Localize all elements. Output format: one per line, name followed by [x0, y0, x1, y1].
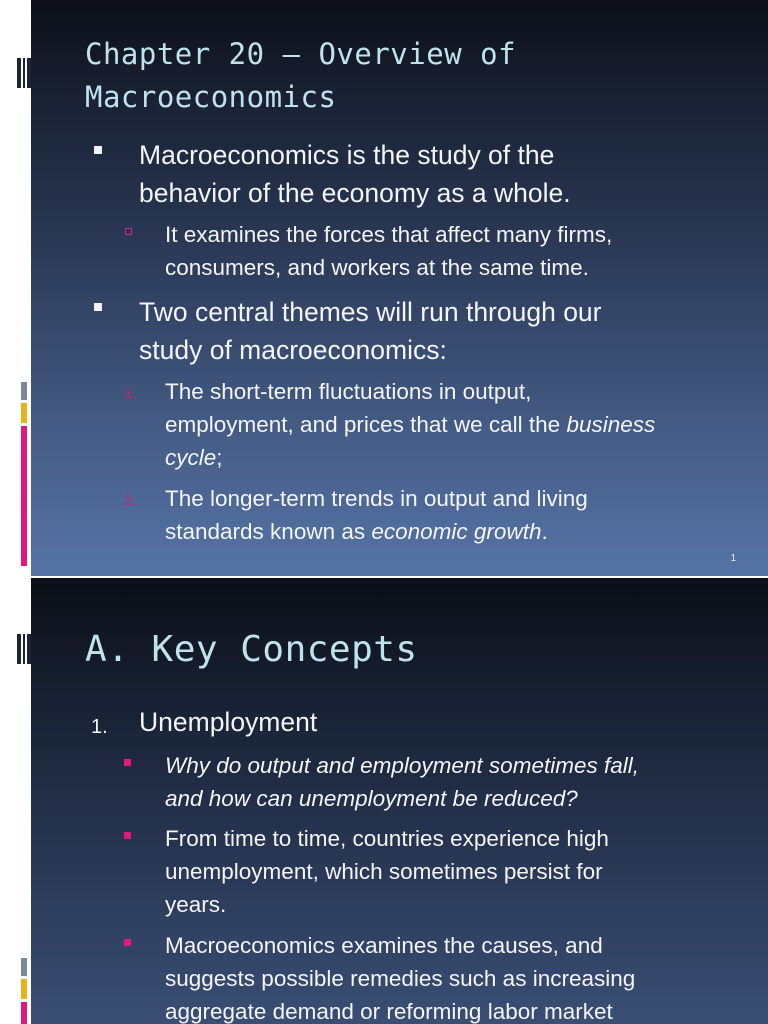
text-line: years.: [165, 892, 227, 917]
bullet-square-icon: [124, 939, 131, 946]
emphasis-text: cycle: [165, 445, 217, 470]
bullet-square-icon: [124, 832, 131, 839]
sub-bullet-text: [165, 218, 750, 284]
text-line: Two central themes will run through our: [139, 297, 602, 327]
text-line: study of macroeconomics:: [139, 335, 447, 365]
text-line: aggregate demand or reforming labor market: [165, 999, 613, 1024]
text-line: [165, 441, 750, 474]
slide-title: A. Key Concepts: [85, 629, 418, 670]
text-segment: standards known as: [165, 519, 372, 544]
text-line: Macroeconomics is the study of the: [139, 140, 555, 170]
list-number: 1.: [124, 385, 137, 402]
text-segment: .: [541, 519, 548, 544]
decor-bar: [23, 58, 25, 88]
decor-bar: [27, 58, 31, 88]
left-decor-strip: [0, 578, 31, 1024]
decor-bar: [21, 403, 27, 423]
bullet-square-icon: [94, 146, 102, 154]
decor-bar: [21, 1002, 27, 1024]
text-line: [165, 408, 750, 441]
decor-bar: [17, 634, 21, 664]
title-line: Macroeconomics: [85, 80, 337, 114]
title-line: Chapter 20 – Overview of: [85, 37, 517, 71]
bullet-text: [165, 929, 750, 1024]
text-line: suggests possible remedies such as increasing: [165, 966, 636, 991]
emphasis-text: business: [566, 412, 656, 437]
text-line: The longer-term trends in output and living: [165, 486, 588, 511]
decor-bar: [21, 979, 27, 999]
bullet-square-icon: [124, 759, 131, 766]
sub-bullet-square-icon: [125, 228, 132, 235]
text-line: [165, 749, 750, 782]
text-segment: employment, and prices that we call the: [165, 412, 567, 437]
decor-bar: [27, 634, 31, 664]
decor-bar: [17, 58, 21, 88]
bullet-text: [165, 822, 750, 921]
text-line: From time to time, countries experience high: [165, 826, 609, 851]
text-line: Macroeconomics examines the causes, and: [165, 933, 603, 958]
bullet-text: [165, 749, 750, 815]
decor-bar: [21, 426, 27, 566]
text-line: [165, 515, 750, 548]
left-decor-strip: [0, 0, 31, 576]
numbered-item-text: [165, 482, 750, 548]
numbered-item-text: [165, 375, 750, 474]
text-line: consumers, and workers at the same time.: [165, 255, 589, 280]
list-number: 1.: [91, 716, 108, 738]
text-segment: ;: [216, 445, 223, 470]
bullet-text: [139, 136, 749, 212]
text-line: The short-term fluctuations in output,: [165, 379, 532, 404]
list-number: 2.: [124, 492, 137, 509]
decor-bar: [21, 958, 27, 976]
bullet-text: [139, 293, 749, 369]
emphasis-text: and how can unemployment be reduced?: [165, 786, 578, 811]
slide-title: [85, 33, 516, 119]
text-line: It examines the forces that affect many firms,: [165, 222, 613, 247]
emphasis-text: Why do output and employment sometimes fall,: [165, 753, 639, 778]
slide-number: 1: [730, 553, 736, 564]
text-line: behavior of the economy as a whole.: [139, 178, 571, 208]
slide-2: [0, 578, 768, 1024]
text-line: [165, 782, 750, 815]
emphasis-text: economic growth: [371, 519, 542, 544]
text-line: unemployment, which sometimes persist for: [165, 859, 603, 884]
decor-bar: [21, 382, 27, 400]
bullet-square-icon: [94, 303, 102, 311]
heading-text: Unemployment: [139, 707, 318, 737]
decor-bar: [23, 634, 25, 664]
